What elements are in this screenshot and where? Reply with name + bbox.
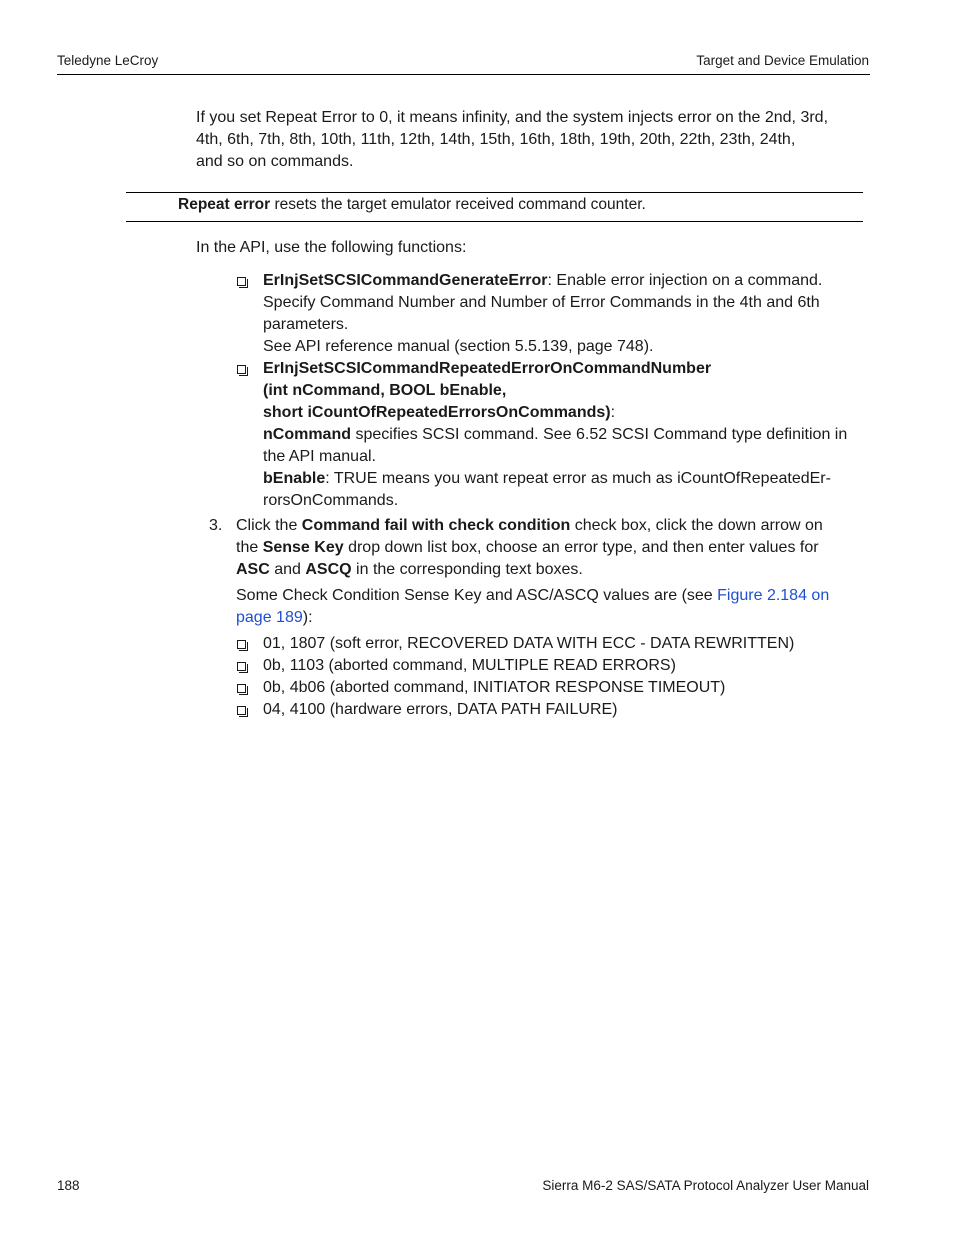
- list-item: 04, 4100 (hardware errors, DATA PATH FAILURE): [236, 699, 871, 721]
- step-3: [209, 515, 869, 581]
- intro-line: 4th, 6th, 7th, 8th, 10th, 11th, 12th, 14th, 15th, 16th, 18th, 19th, 20th, 22th, 23th, 24th,: [196, 131, 796, 148]
- running-header-left: Teledyne LeCroy: [57, 53, 159, 68]
- list-item: 0b, 1103 (aborted command, MULTIPLE READ ERRORS): [236, 655, 871, 677]
- note-bottom-divider: [126, 221, 863, 222]
- sense-intro: Some Check Condition Sense Key and ASC/ASCQ values are (see Figure 2.184 on page 189):: [236, 587, 830, 626]
- api-function-list: [236, 270, 871, 512]
- list-item: ErInjSetSCSICommandGenerateError: Enable error injection on a command. Specify Command Number and Number of Error Commands in the 4th and 6th parameters. See API reference manual (section 5.5.139, page 748).: [236, 270, 871, 358]
- checkbox-bullet-icon: [237, 684, 246, 693]
- function-name: ErInjSetSCSICommandGenerateError: [263, 272, 548, 289]
- step-number: 3.: [209, 517, 223, 534]
- checkbox-bullet-icon: [237, 662, 246, 671]
- ui-label: ASCQ: [305, 561, 352, 578]
- intro-line: and so on commands.: [196, 153, 354, 170]
- function-name: ErInjSetSCSICommandRepeatedErrorOnCommandNumber: [263, 360, 712, 377]
- note-text: resets the target emulator received command counter.: [270, 196, 646, 213]
- param-name: bEnable: [263, 470, 326, 487]
- intro-line: If you set Repeat Error to 0, it means infinity, and the system injects error on the 2nd, 3rd,: [196, 109, 829, 126]
- page-number: 188: [57, 1178, 80, 1193]
- sense-values-list: [236, 633, 871, 721]
- checkbox-bullet-icon: [237, 277, 246, 286]
- intro-paragraph: [196, 107, 871, 173]
- ui-label: ASC: [236, 561, 270, 578]
- checkbox-bullet-icon: [237, 365, 246, 374]
- checkbox-bullet-icon: [237, 640, 246, 649]
- manual-title: Sierra M6-2 SAS/SATA Protocol Analyzer User Manual: [542, 1178, 869, 1193]
- note-bold-term: Repeat error: [178, 196, 271, 213]
- figure-link[interactable]: Figure 2.184 on: [717, 587, 830, 604]
- ui-label: Sense Key: [262, 539, 344, 556]
- note-top-divider: [126, 192, 863, 193]
- param-name: nCommand: [263, 426, 351, 443]
- list-item: 0b, 4b06 (aborted command, INITIATOR RESPONSE TIMEOUT): [236, 677, 871, 699]
- step-body: Click the Command fail with check condition check box, click the down arrow on the Sense Key drop down list box, choose an error type, and then enter values for ASC and ASCQ in the corresponding text boxes.: [236, 517, 823, 578]
- running-header-right: Target and Device Emulation: [696, 53, 869, 68]
- ui-label: Command fail with check condition: [301, 517, 571, 534]
- list-item: ErInjSetSCSICommandRepeatedErrorOnCommandNumber (int nCommand, BOOL bEnable, short iCountOfRepeatedErrorsOnCommands): nCommand specifies SCSI command. See 6.52 SCSI Command type definition in the API manual. bEnable: TRUE means you want repeat error as much as iCountOfRepeatedEr- rorsOnCommands.: [236, 358, 871, 512]
- checkbox-bullet-icon: [237, 706, 246, 715]
- note-box: [178, 194, 646, 216]
- list-item: 01, 1807 (soft error, RECOVERED DATA WITH ECC - DATA REWRITTEN): [236, 633, 871, 655]
- header-divider: [57, 74, 870, 75]
- api-intro: In the API, use the following functions:: [196, 239, 467, 256]
- page-link[interactable]: page 189: [236, 609, 303, 626]
